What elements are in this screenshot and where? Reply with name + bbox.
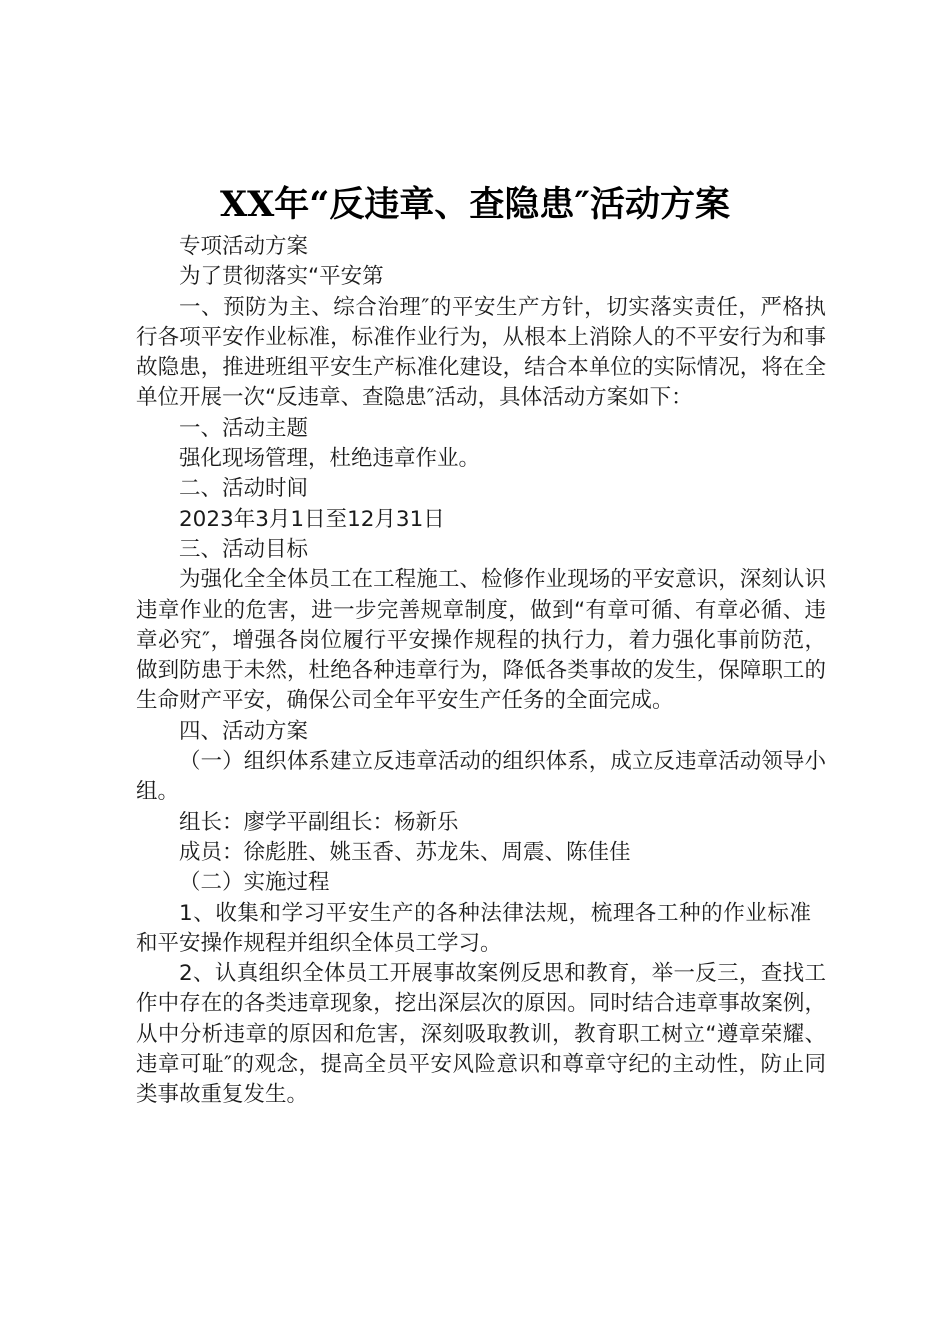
paragraph: 一、预防为主、综合治理″的平安生产方针，切实落实责任，严格执行各项平安作业标准，标准作业行为，从根本上消除人的不平安行为和事故隐患，推进班组平安生产标准化建设，结合本单位的实际情况，将在全单位开展一次“反违章、查隐患″活动，具体活动方案如下： [136, 294, 826, 411]
paragraph: 1、收集和学习平安生产的各种法律法规，梳理各工种的作业标准和平安操作规程并组织全体员工学习。 [136, 900, 811, 956]
paragraph: 专项活动方案 [179, 234, 309, 259]
paragraph: 2、认真组织全体员工开展事故案例反思和教育，举一反三，查找工作中存在的各类违章现象，挖出深层次的原因。同时结合违章事故案例，从中分析违章的原因和危害，深刻吸取教训，教育职工树立“遵章荣耀、违章可耻″的观念，提高全员平安风险意识和尊章守纪的主动性，防止同类事故重复发生。 [136, 961, 826, 1108]
paragraph: （一）组织体系建立反违章活动的组织体系，成立反违章活动领导小组。 [136, 749, 826, 805]
paragraph: 为了贯彻落实“平安第 [179, 264, 384, 290]
paragraph: 2023年3月1日至12月31日 [179, 506, 445, 532]
paragraph: 为强化全全体员工在工程施工、检修作业现场的平安意识，深刻认识违章作业的危害，进一步完善规章制度，做到“有章可循、有章必循、违章必究″，增强各岗位履行平安操作规程的执行力，着力强化事前防范，做到防患于未然，杜绝各种违章行为，降低各类事故的发生，保障职工的生命财产平安，确保公司全年平安生产任务的全面完成。 [136, 567, 826, 714]
section-heading: （二）实施过程 [179, 870, 330, 896]
section-heading: 四、活动方案 [179, 718, 309, 744]
section-heading: 二、活动时间 [179, 476, 309, 502]
document-body [136, 232, 826, 1111]
paragraph: 强化现场管理，杜绝违章作业。 [179, 446, 481, 472]
document-title: XX年“反违章、查隐患″活动方案 [219, 184, 731, 225]
paragraph: 组长：廖学平副组长：杨新乐 [179, 809, 459, 835]
paragraph: 成员：徐彪胜、姚玉香、苏龙朱、周震、陈佳佳 [179, 839, 631, 865]
section-heading: 三、活动目标 [179, 536, 309, 562]
section-heading: 一、活动主题 [179, 415, 309, 441]
